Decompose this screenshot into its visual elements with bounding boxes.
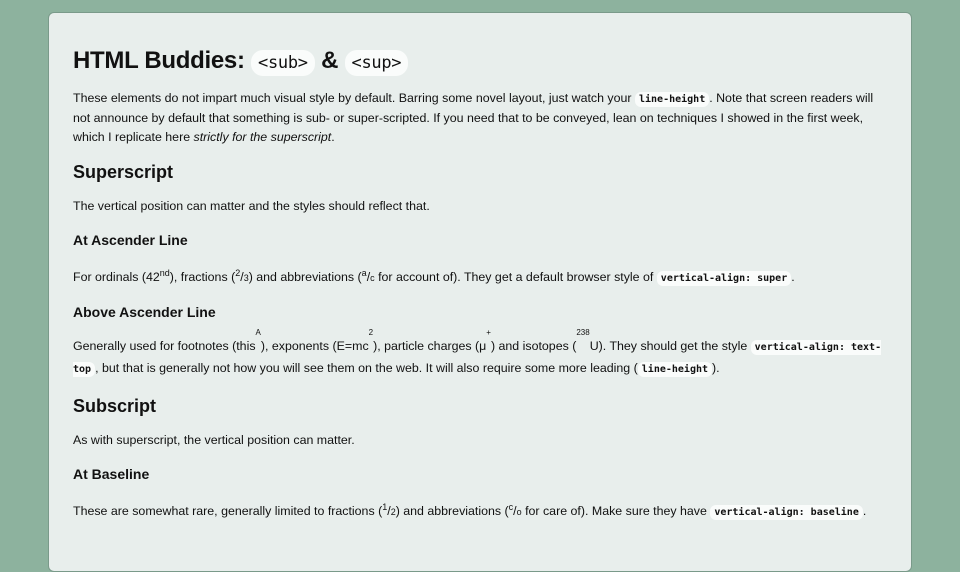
- text: for account of). They get a default browser style of: [374, 270, 657, 285]
- text: These elements do not impart much visual style by default. Barring some novel layout, just watch your: [73, 91, 635, 105]
- text: ), exponents (E=mc: [260, 339, 369, 354]
- baseline-paragraph: [73, 498, 887, 522]
- sub: 3: [243, 273, 249, 284]
- heading-baseline: At Baseline: [73, 466, 150, 483]
- heading-superscript: Superscript: [73, 162, 174, 182]
- text: /: [513, 504, 517, 519]
- ampersand: &: [321, 47, 339, 74]
- superscript-intro: The vertical position can matter and the styles should reflect that.: [73, 199, 430, 213]
- title-text: HTML Buddies:: [73, 47, 245, 74]
- text: Generally used for footnotes (this: [73, 339, 256, 354]
- sub: 2: [390, 507, 396, 518]
- text: .: [331, 130, 335, 144]
- sub: c: [370, 273, 375, 284]
- text: .: [791, 270, 795, 285]
- sup: 2: [368, 328, 374, 338]
- code-sup: <sup>: [345, 50, 409, 76]
- sub: o: [516, 507, 522, 518]
- above-paragraph: [73, 328, 887, 380]
- text: U). They should get the style: [589, 339, 751, 354]
- text: for care of). Make sure they have: [521, 504, 711, 519]
- code-sub: <sub>: [251, 50, 315, 76]
- page-title: [73, 45, 887, 77]
- sup: 1: [382, 502, 388, 513]
- text: /: [240, 270, 244, 285]
- heading-above-ascender: Above Ascender Line: [73, 304, 216, 321]
- text: ), fractions (: [169, 270, 236, 285]
- heading-subscript: Subscript: [73, 396, 157, 417]
- sup: a: [361, 268, 367, 278]
- content-card: [48, 12, 912, 572]
- text: ).: [712, 361, 720, 376]
- text: These are somewhat rare, generally limited to fractions (: [73, 504, 383, 519]
- text: /: [366, 270, 371, 285]
- inline-code: line-height: [638, 362, 712, 377]
- sup: 238: [576, 328, 590, 338]
- text: ), particle charges (μ: [373, 339, 487, 354]
- inline-code: vertical-align: baseline: [710, 505, 863, 520]
- text: /: [387, 504, 391, 519]
- heading-ascender: At Ascender Line: [73, 232, 188, 248]
- sup: 2: [235, 268, 241, 278]
- emphasis: strictly for the superscript: [193, 130, 332, 144]
- inline-code: vertical-align: text-top: [73, 342, 882, 376]
- text: ) and abbreviations (: [395, 504, 509, 519]
- subscript-intro: As with superscript, the vertical position can matter.: [73, 433, 355, 448]
- text: , but that is generally not how you will see them on the web. It will also require some more leading (: [95, 361, 638, 376]
- text: For ordinals (42: [73, 270, 160, 285]
- intro-paragraph: [73, 89, 887, 147]
- inline-code: line-height: [635, 92, 709, 107]
- sup: c: [508, 502, 514, 513]
- sup: nd: [159, 268, 170, 278]
- sup: +: [486, 328, 491, 338]
- ascender-paragraph: [73, 264, 887, 288]
- text: .: [862, 504, 867, 519]
- text: ) and abbreviations (: [248, 270, 362, 285]
- sup: A: [255, 328, 261, 338]
- inline-code: vertical-align: super: [657, 271, 791, 286]
- text: . Note that screen readers will not announce by default that something is sub- or super-scripted. If you need that to be conveyed, lean on techniques I showed in the first week, which I replicate here: [73, 91, 874, 144]
- text: ) and isotopes (: [490, 339, 577, 354]
